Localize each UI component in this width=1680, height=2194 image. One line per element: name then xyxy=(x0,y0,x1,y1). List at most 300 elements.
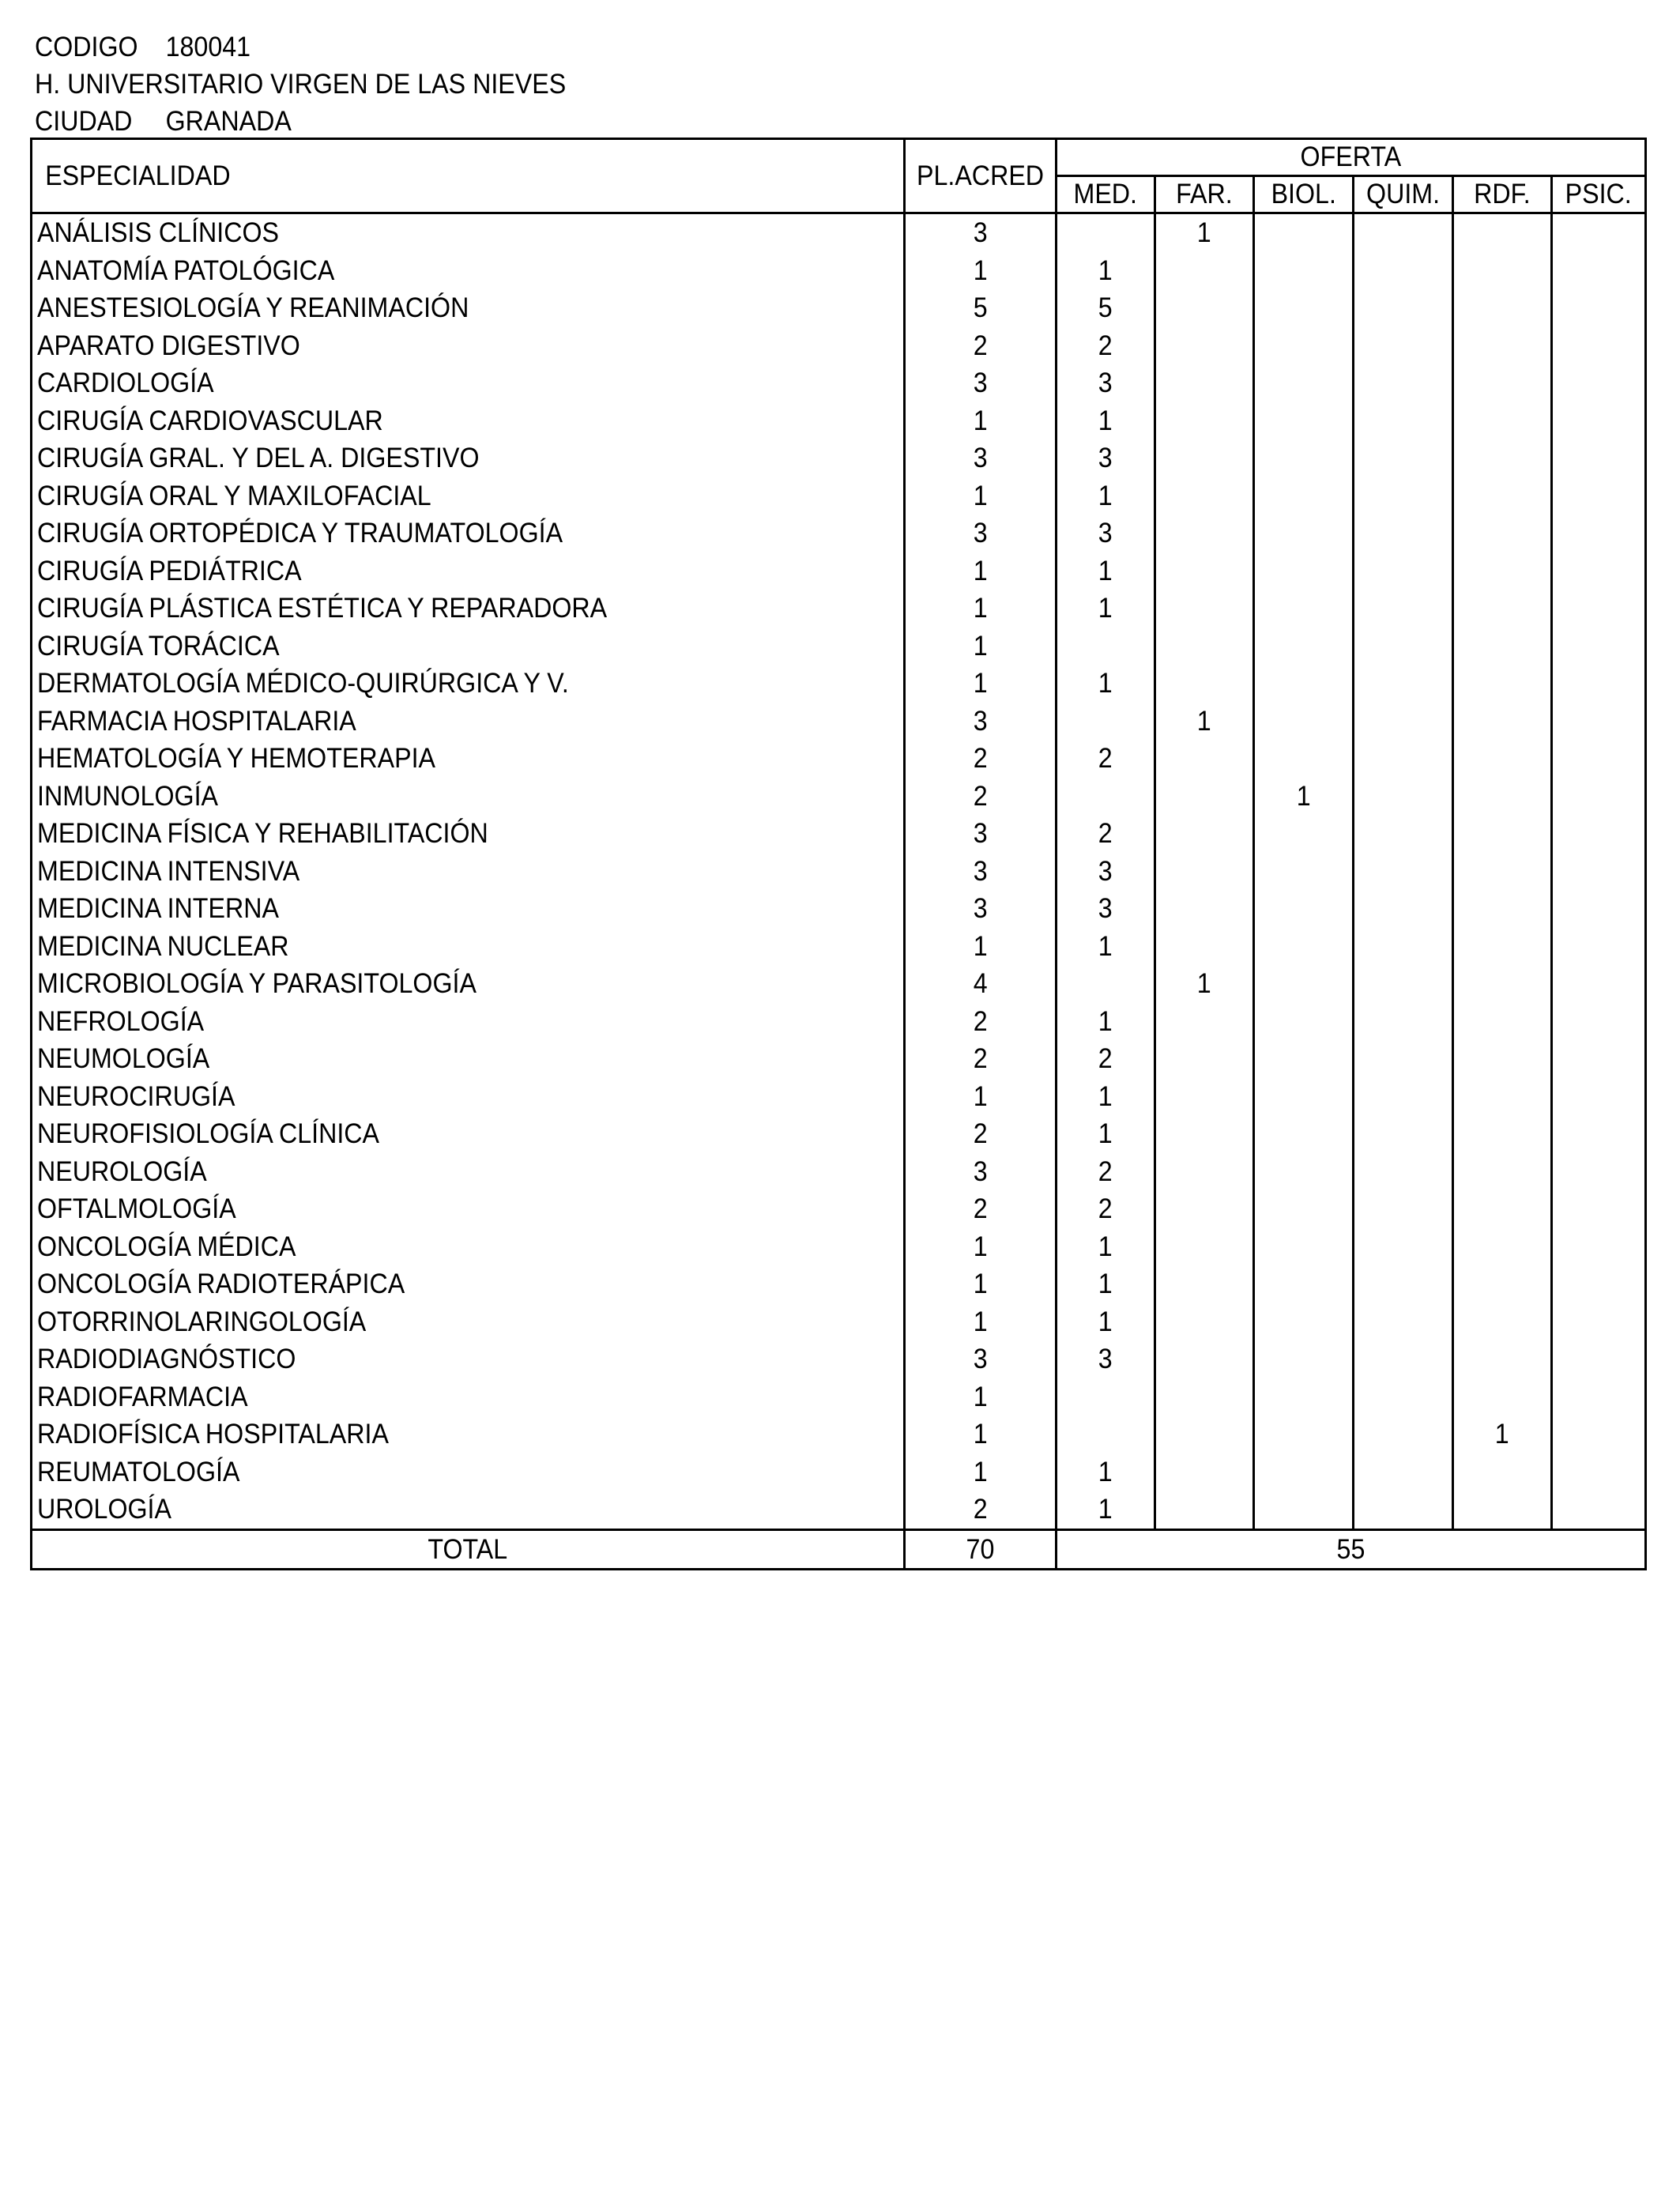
cell-biol xyxy=(1254,1491,1354,1529)
cell-rdf xyxy=(1453,890,1552,928)
table-header xyxy=(32,139,1646,213)
cell-especialidad: CIRUGÍA PLÁSTICA ESTÉTICA Y REPARADORA xyxy=(32,590,905,628)
cell-placred: 1 xyxy=(905,665,1057,703)
cell-far: 1 xyxy=(1155,213,1254,252)
cell-placred: 3 xyxy=(905,1153,1057,1191)
cell-rdf xyxy=(1453,928,1552,966)
cell-placred: 2 xyxy=(905,1115,1057,1153)
cell-especialidad: OFTALMOLOGÍA xyxy=(32,1190,905,1228)
cell-biol xyxy=(1254,740,1354,778)
table-row xyxy=(32,665,1646,703)
codigo-label: CODIGO xyxy=(35,32,138,62)
table-row xyxy=(32,1115,1646,1153)
cell-far xyxy=(1155,327,1254,365)
cell-rdf xyxy=(1453,778,1552,816)
cell-far xyxy=(1155,1453,1254,1491)
cell-rdf xyxy=(1453,590,1552,628)
cell-far xyxy=(1155,1003,1254,1041)
cell-med xyxy=(1057,628,1155,665)
cell-especialidad: MICROBIOLOGÍA Y PARASITOLOGÍA xyxy=(32,965,905,1003)
cell-quim xyxy=(1354,740,1453,778)
cell-placred: 3 xyxy=(905,364,1057,402)
cell-placred: 2 xyxy=(905,1003,1057,1041)
cell-especialidad: MEDICINA INTENSIVA xyxy=(32,853,905,891)
cell-especialidad: ANATOMÍA PATOLÓGICA xyxy=(32,252,905,290)
cell-placred: 1 xyxy=(905,1078,1057,1116)
cell-psic xyxy=(1552,402,1646,440)
table-row xyxy=(32,1265,1646,1303)
cell-rdf xyxy=(1453,1303,1552,1341)
table-row xyxy=(32,740,1646,778)
codigo-value: 180041 xyxy=(165,32,251,62)
cell-especialidad: INMUNOLOGÍA xyxy=(32,778,905,816)
table-row xyxy=(32,1340,1646,1378)
cell-especialidad: MEDICINA NUCLEAR xyxy=(32,928,905,966)
cell-placred: 3 xyxy=(905,1340,1057,1378)
table-row xyxy=(32,1416,1646,1453)
cell-psic xyxy=(1552,252,1646,290)
table-row xyxy=(32,965,1646,1003)
cell-biol xyxy=(1254,1453,1354,1491)
cell-biol xyxy=(1254,1303,1354,1341)
cell-placred: 3 xyxy=(905,815,1057,853)
cell-quim xyxy=(1354,1453,1453,1491)
cell-especialidad: RADIOFÍSICA HOSPITALARIA xyxy=(32,1416,905,1453)
cell-psic xyxy=(1552,1453,1646,1491)
cell-far xyxy=(1155,928,1254,966)
specialty-table xyxy=(30,138,1647,1570)
cell-med: 5 xyxy=(1057,289,1155,327)
cell-med: 2 xyxy=(1057,1040,1155,1078)
cell-far xyxy=(1155,252,1254,290)
cell-far xyxy=(1155,1491,1254,1529)
cell-quim xyxy=(1354,1190,1453,1228)
cell-med: 1 xyxy=(1057,1078,1155,1116)
cell-especialidad: MEDICINA FÍSICA Y REHABILITACIÓN xyxy=(32,815,905,853)
cell-psic xyxy=(1552,327,1646,365)
cell-especialidad: CIRUGÍA PEDIÁTRICA xyxy=(32,552,905,590)
cell-far xyxy=(1155,1228,1254,1266)
cell-placred: 1 xyxy=(905,477,1057,515)
cell-placred: 1 xyxy=(905,590,1057,628)
cell-psic xyxy=(1552,778,1646,816)
cell-far xyxy=(1155,778,1254,816)
cell-far xyxy=(1155,289,1254,327)
cell-quim xyxy=(1354,439,1453,477)
cell-rdf xyxy=(1453,1190,1552,1228)
cell-psic xyxy=(1552,289,1646,327)
cell-far xyxy=(1155,590,1254,628)
cell-med: 1 xyxy=(1057,590,1155,628)
cell-quim xyxy=(1354,477,1453,515)
cell-far xyxy=(1155,1115,1254,1153)
cell-especialidad: ONCOLOGÍA MÉDICA xyxy=(32,1228,905,1266)
table-row xyxy=(32,477,1646,515)
col-header-quim: QUIM. xyxy=(1354,176,1453,213)
cell-med xyxy=(1057,213,1155,252)
cell-far: 1 xyxy=(1155,703,1254,741)
cell-quim xyxy=(1354,965,1453,1003)
cell-far xyxy=(1155,477,1254,515)
cell-quim xyxy=(1354,1003,1453,1041)
cell-especialidad: DERMATOLOGÍA MÉDICO-QUIRÚRGICA Y V. xyxy=(32,665,905,703)
cell-quim xyxy=(1354,815,1453,853)
cell-biol xyxy=(1254,890,1354,928)
cell-especialidad: CARDIOLOGÍA xyxy=(32,364,905,402)
cell-med: 3 xyxy=(1057,1340,1155,1378)
cell-biol xyxy=(1254,213,1354,252)
cell-psic xyxy=(1552,213,1646,252)
cell-rdf xyxy=(1453,853,1552,891)
cell-psic xyxy=(1552,552,1646,590)
cell-biol xyxy=(1254,1228,1354,1266)
cell-especialidad: REUMATOLOGÍA xyxy=(32,1453,905,1491)
table-row xyxy=(32,1491,1646,1529)
cell-rdf xyxy=(1453,213,1552,252)
cell-especialidad: RADIODIAGNÓSTICO xyxy=(32,1340,905,1378)
cell-far xyxy=(1155,364,1254,402)
cell-far xyxy=(1155,552,1254,590)
cell-far xyxy=(1155,853,1254,891)
cell-placred: 1 xyxy=(905,1453,1057,1491)
cell-especialidad: ONCOLOGÍA RADIOTERÁPICA xyxy=(32,1265,905,1303)
cell-quim xyxy=(1354,665,1453,703)
cell-psic xyxy=(1552,853,1646,891)
cell-placred: 3 xyxy=(905,515,1057,552)
total-row xyxy=(32,1529,1646,1570)
cell-psic xyxy=(1552,1153,1646,1191)
cell-quim xyxy=(1354,327,1453,365)
cell-quim xyxy=(1354,402,1453,440)
cell-especialidad: CIRUGÍA ORAL Y MAXILOFACIAL xyxy=(32,477,905,515)
cell-far xyxy=(1155,628,1254,665)
cell-med xyxy=(1057,703,1155,741)
cell-placred: 1 xyxy=(905,1416,1057,1453)
cell-biol xyxy=(1254,252,1354,290)
cell-especialidad: RADIOFARMACIA xyxy=(32,1378,905,1416)
table-row xyxy=(32,1378,1646,1416)
cell-quim xyxy=(1354,1340,1453,1378)
cell-especialidad: CIRUGÍA GRAL. Y DEL A. DIGESTIVO xyxy=(32,439,905,477)
cell-placred: 3 xyxy=(905,439,1057,477)
cell-rdf xyxy=(1453,1228,1552,1266)
cell-rdf xyxy=(1453,1003,1552,1041)
table-row xyxy=(32,815,1646,853)
cell-placred: 3 xyxy=(905,890,1057,928)
col-header-psic: PSIC. xyxy=(1552,176,1646,213)
cell-far xyxy=(1155,1378,1254,1416)
table-row xyxy=(32,590,1646,628)
cell-biol xyxy=(1254,1153,1354,1191)
cell-rdf xyxy=(1453,477,1552,515)
table-row xyxy=(32,1453,1646,1491)
cell-far xyxy=(1155,515,1254,552)
cell-far xyxy=(1155,740,1254,778)
cell-med: 1 xyxy=(1057,928,1155,966)
cell-biol xyxy=(1254,1265,1354,1303)
cell-biol xyxy=(1254,1378,1354,1416)
cell-psic xyxy=(1552,1491,1646,1529)
table-row xyxy=(32,213,1646,252)
table-row xyxy=(32,364,1646,402)
cell-especialidad: NEUROCIRUGÍA xyxy=(32,1078,905,1116)
cell-rdf xyxy=(1453,1491,1552,1529)
cell-rdf xyxy=(1453,439,1552,477)
table-row xyxy=(32,289,1646,327)
cell-med: 1 xyxy=(1057,1303,1155,1341)
cell-placred: 2 xyxy=(905,1040,1057,1078)
cell-far xyxy=(1155,402,1254,440)
table-row xyxy=(32,515,1646,552)
cell-quim xyxy=(1354,1228,1453,1266)
cell-rdf xyxy=(1453,1153,1552,1191)
cell-quim xyxy=(1354,1153,1453,1191)
cell-biol xyxy=(1254,439,1354,477)
cell-placred: 1 xyxy=(905,628,1057,665)
cell-especialidad: APARATO DIGESTIVO xyxy=(32,327,905,365)
cell-psic xyxy=(1552,1078,1646,1116)
codigo-line xyxy=(35,28,566,66)
cell-med: 1 xyxy=(1057,1491,1155,1529)
cell-psic xyxy=(1552,477,1646,515)
table-row xyxy=(32,1040,1646,1078)
cell-rdf xyxy=(1453,1340,1552,1378)
col-header-oferta: OFERTA xyxy=(1057,139,1646,176)
cell-far xyxy=(1155,1265,1254,1303)
cell-med: 1 xyxy=(1057,1003,1155,1041)
cell-especialidad: NEFROLOGÍA xyxy=(32,1003,905,1041)
cell-far xyxy=(1155,1190,1254,1228)
cell-rdf xyxy=(1453,1115,1552,1153)
cell-rdf xyxy=(1453,327,1552,365)
cell-psic xyxy=(1552,590,1646,628)
cell-med: 2 xyxy=(1057,1153,1155,1191)
cell-quim xyxy=(1354,364,1453,402)
cell-placred: 5 xyxy=(905,289,1057,327)
cell-especialidad: UROLOGÍA xyxy=(32,1491,905,1529)
cell-psic xyxy=(1552,515,1646,552)
cell-med xyxy=(1057,1378,1155,1416)
cell-placred: 1 xyxy=(905,252,1057,290)
cell-med: 3 xyxy=(1057,439,1155,477)
cell-med: 3 xyxy=(1057,364,1155,402)
cell-quim xyxy=(1354,1378,1453,1416)
cell-psic xyxy=(1552,1378,1646,1416)
cell-quim xyxy=(1354,778,1453,816)
cell-quim xyxy=(1354,628,1453,665)
cell-placred: 1 xyxy=(905,1228,1057,1266)
table-row xyxy=(32,252,1646,290)
cell-rdf xyxy=(1453,1078,1552,1116)
cell-far xyxy=(1155,1303,1254,1341)
cell-quim xyxy=(1354,1491,1453,1529)
total-oferta: 55 xyxy=(1057,1529,1646,1570)
cell-biol xyxy=(1254,965,1354,1003)
table-row xyxy=(32,628,1646,665)
cell-med: 1 xyxy=(1057,402,1155,440)
cell-med: 1 xyxy=(1057,252,1155,290)
cell-biol xyxy=(1254,1115,1354,1153)
cell-med: 3 xyxy=(1057,853,1155,891)
cell-especialidad: NEUROFISIOLOGÍA CLÍNICA xyxy=(32,1115,905,1153)
cell-psic xyxy=(1552,1190,1646,1228)
cell-far xyxy=(1155,1153,1254,1191)
cell-med xyxy=(1057,965,1155,1003)
ciudad-value: GRANADA xyxy=(165,106,292,137)
cell-psic xyxy=(1552,1265,1646,1303)
cell-quim xyxy=(1354,289,1453,327)
ciudad-line xyxy=(35,103,566,140)
cell-biol xyxy=(1254,289,1354,327)
cell-med: 1 xyxy=(1057,1228,1155,1266)
cell-med: 2 xyxy=(1057,1190,1155,1228)
cell-placred: 4 xyxy=(905,965,1057,1003)
cell-far xyxy=(1155,665,1254,703)
cell-quim xyxy=(1354,515,1453,552)
table-row xyxy=(32,853,1646,891)
cell-rdf xyxy=(1453,815,1552,853)
cell-quim xyxy=(1354,252,1453,290)
cell-rdf xyxy=(1453,515,1552,552)
cell-far xyxy=(1155,815,1254,853)
ciudad-label: CIUDAD xyxy=(35,106,133,137)
document-header xyxy=(35,28,566,140)
table-row xyxy=(32,890,1646,928)
col-header-med: MED. xyxy=(1057,176,1155,213)
cell-biol xyxy=(1254,628,1354,665)
cell-especialidad: NEUMOLOGÍA xyxy=(32,1040,905,1078)
cell-psic xyxy=(1552,364,1646,402)
cell-far xyxy=(1155,439,1254,477)
table-footer xyxy=(32,1529,1646,1570)
cell-placred: 2 xyxy=(905,327,1057,365)
total-label: TOTAL xyxy=(32,1529,905,1570)
total-placred: 70 xyxy=(905,1529,1057,1570)
cell-med: 3 xyxy=(1057,515,1155,552)
cell-med xyxy=(1057,1416,1155,1453)
cell-rdf xyxy=(1453,1040,1552,1078)
cell-med: 2 xyxy=(1057,327,1155,365)
cell-quim xyxy=(1354,213,1453,252)
cell-placred: 2 xyxy=(905,1190,1057,1228)
cell-quim xyxy=(1354,1303,1453,1341)
cell-placred: 3 xyxy=(905,703,1057,741)
col-header-especialidad: ESPECIALIDAD xyxy=(32,139,905,213)
cell-rdf xyxy=(1453,364,1552,402)
cell-psic xyxy=(1552,1228,1646,1266)
cell-biol xyxy=(1254,1416,1354,1453)
cell-psic xyxy=(1552,665,1646,703)
cell-placred: 2 xyxy=(905,778,1057,816)
cell-biol xyxy=(1254,402,1354,440)
cell-placred: 1 xyxy=(905,552,1057,590)
cell-far xyxy=(1155,1078,1254,1116)
col-header-far: FAR. xyxy=(1155,176,1254,213)
table-row xyxy=(32,1003,1646,1041)
cell-biol xyxy=(1254,853,1354,891)
cell-biol xyxy=(1254,665,1354,703)
cell-especialidad: OTORRINOLARINGOLOGÍA xyxy=(32,1303,905,1341)
cell-especialidad: ANESTESIOLOGÍA Y REANIMACIÓN xyxy=(32,289,905,327)
cell-biol xyxy=(1254,364,1354,402)
cell-med: 1 xyxy=(1057,552,1155,590)
cell-psic xyxy=(1552,740,1646,778)
cell-especialidad: NEUROLOGÍA xyxy=(32,1153,905,1191)
cell-especialidad: CIRUGÍA ORTOPÉDICA Y TRAUMATOLOGÍA xyxy=(32,515,905,552)
table-row xyxy=(32,1078,1646,1116)
table-row xyxy=(32,327,1646,365)
cell-far: 1 xyxy=(1155,965,1254,1003)
col-header-biol: BIOL. xyxy=(1254,176,1354,213)
cell-rdf xyxy=(1453,703,1552,741)
cell-psic xyxy=(1552,1416,1646,1453)
cell-placred: 1 xyxy=(905,1303,1057,1341)
cell-rdf xyxy=(1453,1378,1552,1416)
cell-med: 1 xyxy=(1057,1115,1155,1153)
cell-placred: 2 xyxy=(905,1491,1057,1529)
cell-especialidad: MEDICINA INTERNA xyxy=(32,890,905,928)
cell-biol xyxy=(1254,1078,1354,1116)
cell-rdf: 1 xyxy=(1453,1416,1552,1453)
cell-especialidad: CIRUGÍA TORÁCICA xyxy=(32,628,905,665)
cell-biol xyxy=(1254,1340,1354,1378)
cell-rdf xyxy=(1453,552,1552,590)
cell-quim xyxy=(1354,890,1453,928)
cell-quim xyxy=(1354,552,1453,590)
cell-far xyxy=(1155,1040,1254,1078)
cell-placred: 1 xyxy=(905,1265,1057,1303)
cell-especialidad: HEMATOLOGÍA Y HEMOTERAPIA xyxy=(32,740,905,778)
cell-biol xyxy=(1254,1190,1354,1228)
cell-biol: 1 xyxy=(1254,778,1354,816)
cell-placred: 1 xyxy=(905,928,1057,966)
cell-placred: 3 xyxy=(905,213,1057,252)
cell-quim xyxy=(1354,853,1453,891)
cell-especialidad: FARMACIA HOSPITALARIA xyxy=(32,703,905,741)
cell-quim xyxy=(1354,1416,1453,1453)
cell-quim xyxy=(1354,1040,1453,1078)
table-row xyxy=(32,552,1646,590)
cell-med xyxy=(1057,778,1155,816)
cell-psic xyxy=(1552,815,1646,853)
cell-med: 1 xyxy=(1057,1453,1155,1491)
cell-med: 1 xyxy=(1057,665,1155,703)
cell-psic xyxy=(1552,1303,1646,1341)
cell-biol xyxy=(1254,327,1354,365)
cell-placred: 1 xyxy=(905,1378,1057,1416)
cell-psic xyxy=(1552,628,1646,665)
cell-rdf xyxy=(1453,402,1552,440)
cell-rdf xyxy=(1453,1265,1552,1303)
cell-psic xyxy=(1552,890,1646,928)
cell-biol xyxy=(1254,1003,1354,1041)
cell-rdf xyxy=(1453,252,1552,290)
cell-far xyxy=(1155,1416,1254,1453)
cell-rdf xyxy=(1453,740,1552,778)
cell-biol xyxy=(1254,590,1354,628)
cell-psic xyxy=(1552,965,1646,1003)
cell-especialidad: CIRUGÍA CARDIOVASCULAR xyxy=(32,402,905,440)
cell-quim xyxy=(1354,1115,1453,1153)
table-row xyxy=(32,439,1646,477)
cell-biol xyxy=(1254,815,1354,853)
hospital-name: H. UNIVERSITARIO VIRGEN DE LAS NIEVES xyxy=(35,69,567,100)
table-row xyxy=(32,1228,1646,1266)
cell-rdf xyxy=(1453,628,1552,665)
cell-psic xyxy=(1552,703,1646,741)
cell-psic xyxy=(1552,928,1646,966)
cell-biol xyxy=(1254,477,1354,515)
